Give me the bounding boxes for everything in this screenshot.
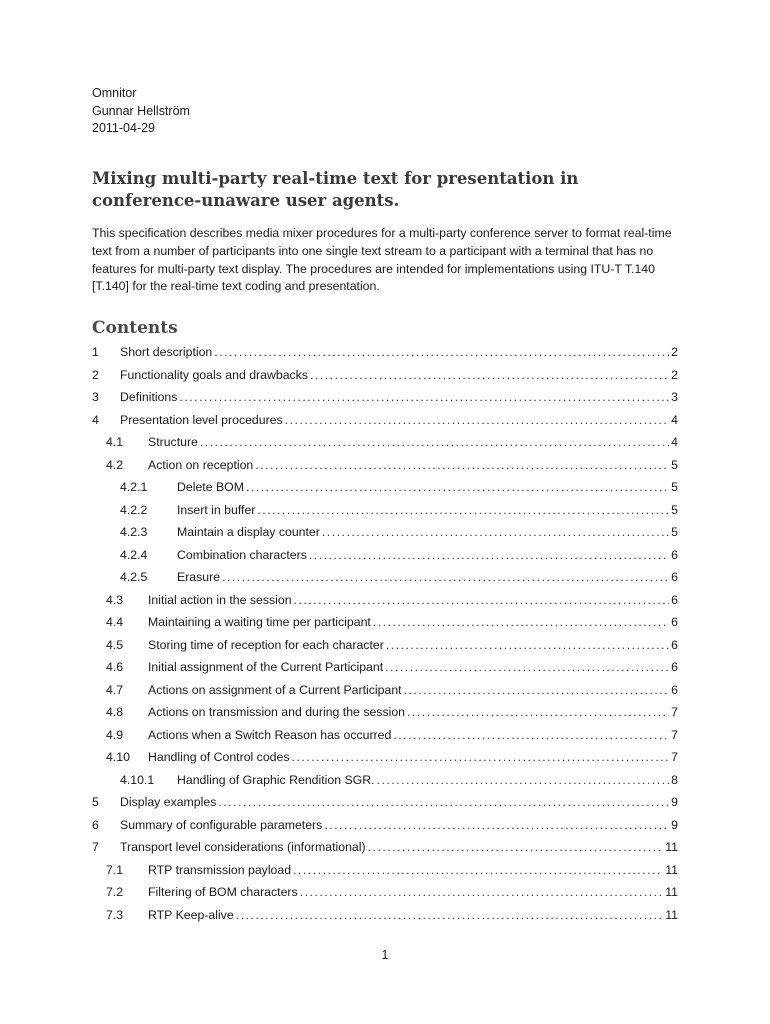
toc-entry-number: 4.6 [106,660,124,674]
toc-entry-page: 6 [671,570,678,584]
toc-dot-leader [222,566,669,588]
toc-entry-page: 11 [665,862,678,877]
toc-entry-title: Erasure [177,570,221,584]
toc-entry-title: Handling of Control codes [148,750,290,764]
toc-dot-leader [236,904,664,926]
toc-entry[interactable] [0,341,770,363]
toc-entry[interactable] [0,769,770,791]
toc-entry[interactable] [0,814,770,836]
toc-entry[interactable] [0,634,770,656]
toc-entry[interactable] [0,836,770,858]
toc-entry[interactable] [0,589,770,611]
toc-entry-title: Transport level considerations (informational) [120,840,366,854]
toc-dot-leader [310,364,669,386]
toc-entry-page: 11 [665,907,678,922]
toc-entry-link[interactable] [120,341,678,363]
toc-dot-leader [257,499,669,521]
toc-entry-page: 5 [671,480,678,494]
toc-dot-leader [385,656,669,678]
toc-dot-leader [179,386,669,408]
toc-entry-title: Filtering of BOM characters [148,885,298,899]
toc-entry-page: 4 [671,412,678,427]
toc-entry[interactable] [0,499,770,521]
toc-entry-link[interactable] [148,611,678,633]
toc-dot-leader [393,724,669,746]
toc-entry-number: 4.2.1 [120,480,148,494]
toc-entry-title: Definitions [120,390,178,404]
toc-dot-leader [285,409,669,431]
date: 2011-04-29 [92,121,156,135]
toc-entry-title: RTP Keep-alive [148,907,234,922]
toc-entry-link[interactable] [148,634,678,656]
toc-entry-link[interactable] [148,431,678,453]
toc-entry-number: 7.1 [106,862,124,877]
toc-entry-number: 6 [92,817,99,832]
toc-entry-link[interactable] [148,701,678,723]
toc-dot-leader [309,544,669,566]
page-number: 1 [381,948,389,962]
toc-entry-link[interactable] [177,476,678,498]
toc-entry[interactable] [0,904,770,926]
toc-entry-number: 4.2.5 [120,570,148,584]
toc-entry-title: Delete BOM [177,480,244,494]
toc-entry-number: 5 [92,795,99,809]
toc-entry-link[interactable] [148,589,678,611]
toc-entry-title: Initial assignment of the Current Participant [148,660,384,674]
toc-dot-leader [300,881,664,903]
toc-entry-link[interactable] [148,454,678,476]
toc-entry-page: 7 [671,750,678,764]
toc-entry-page: 6 [671,682,678,697]
toc-entry-number: 4.8 [106,705,124,719]
toc-entry-page: 5 [671,525,678,539]
toc-entry-link[interactable] [120,364,678,386]
organization: Omnitor [92,86,137,100]
toc-dot-leader [200,431,669,453]
toc-entry[interactable] [0,656,770,678]
toc-entry[interactable] [0,679,770,701]
toc-entry-link[interactable] [177,769,678,791]
toc-entry-link[interactable] [148,679,678,701]
toc-entry-title: Handling of Graphic Rendition SGR. [177,772,375,787]
toc-entry-page: 9 [671,795,678,809]
toc-entry-page: 4 [671,435,678,449]
toc-entry-number: 2 [92,367,99,382]
toc-entry[interactable] [0,544,770,566]
toc-entry-page: 7 [671,727,678,742]
toc-entry-number: 4.1 [106,435,124,449]
toc-dot-leader [293,859,663,881]
toc-entry-number: 4.2.2 [120,502,148,517]
toc-entry-page: 5 [671,457,678,472]
toc-entry[interactable] [0,791,770,813]
toc-entry-page: 6 [671,547,678,562]
toc-entry-page: 6 [671,660,678,674]
toc-entry-link[interactable] [177,544,678,566]
toc-entry-title: Action on reception [148,457,254,472]
toc-entry-page: 11 [665,885,678,899]
toc-dot-leader [246,476,669,498]
toc-entry-link[interactable] [120,791,678,813]
toc-entry-number: 4.3 [106,592,124,607]
toc-entry-link[interactable] [177,521,678,543]
abstract-paragraph: This specification describes media mixer procedures for a multi-party conference server to format real-time text from a number of participants into one single text stream to a participant with a terminal that has no features for multi-party text display. The procedures are intended for implementations using ITU-T T.140 [T.140] for the real-time text coding and presentation. [92,226,672,294]
toc-entry[interactable] [0,724,770,746]
toc-dot-leader [255,454,669,476]
toc-entry-link[interactable] [177,566,678,588]
toc-entry-link[interactable] [148,859,678,881]
toc-entry-title: Display examples [120,795,217,809]
toc-entry-page: 7 [671,705,678,719]
toc-entry-page: 5 [671,502,678,517]
toc-entry-title: Short description [120,345,213,359]
toc-entry-page: 11 [665,840,678,854]
toc-entry[interactable] [0,701,770,723]
toc-dot-leader [218,791,669,813]
toc-entry-title: RTP transmission payload [148,862,292,877]
toc-entry-number: 4.4 [106,615,124,629]
toc-dot-leader [368,836,664,858]
toc-entry-number: 4.5 [106,637,124,652]
title-line-2: conference-unaware user agents. [92,191,400,210]
toc-dot-leader [386,634,669,656]
toc-entry-title: Storing time of reception for each character [148,637,384,652]
toc-entry-title: Maintaining a waiting time per participant [148,615,371,629]
toc-entry-number: 4.9 [106,727,124,742]
toc-entry[interactable] [0,454,770,476]
toc-entry[interactable] [0,364,770,386]
toc-entry-link[interactable] [120,836,678,858]
toc-entry-link[interactable] [120,814,678,836]
toc-entry-link[interactable] [148,881,678,903]
toc-entry-number: 4.10 [106,750,130,764]
toc-entry-link[interactable] [148,656,678,678]
toc-entry-title: Structure [148,435,198,449]
toc-entry[interactable] [0,566,770,588]
toc-entry-page: 2 [671,367,678,382]
toc-entry-title: Actions when a Switch Reason has occurred [148,727,392,742]
toc-entry-link[interactable] [177,499,678,521]
toc-entry-number: 4 [92,412,99,427]
toc-dot-leader [377,769,670,791]
toc-entry-page: 2 [671,345,678,359]
toc-entry-number: 4.10.1 [120,772,155,787]
toc-dot-leader [407,701,669,723]
toc-entry-title: Initial action in the session [148,592,292,607]
toc-entry-title: Combination characters [177,547,307,562]
toc-entry-number: 7.2 [106,885,124,899]
toc-entry-link[interactable] [120,386,678,408]
toc-dot-leader [322,521,669,543]
toc-entry[interactable] [0,386,770,408]
toc-entry[interactable] [0,476,770,498]
toc-dot-leader [214,341,669,363]
toc-entry[interactable] [0,409,770,431]
toc-dot-leader [404,679,670,701]
document-header [92,85,190,138]
toc-entry[interactable] [0,521,770,543]
toc-entry-number: 4.2.3 [120,525,148,539]
toc-dot-leader [324,814,669,836]
toc-entry-page: 6 [671,637,678,652]
toc-entry-page: 6 [671,592,678,607]
toc-entry[interactable] [0,611,770,633]
contents-heading: Contents [92,318,178,338]
toc-entry-page: 3 [671,390,678,404]
toc-entry[interactable] [0,881,770,903]
toc-entry-number: 3 [92,390,99,404]
toc-entry[interactable] [0,859,770,881]
toc-dot-leader [292,746,670,768]
toc-entry-title: Presentation level procedures [120,412,283,427]
document-title [92,168,612,212]
toc-entry-page: 9 [671,817,678,832]
toc-entry-title: Summary of configurable parameters [120,817,323,832]
toc-entry-title: Actions on transmission and during the session [148,705,406,719]
toc-entry-title: Functionality goals and drawbacks [120,367,308,382]
toc-entry-title: Maintain a display counter [177,525,320,539]
toc-entry-title: Insert in buffer [177,502,256,517]
toc-entry-number: 4.7 [106,682,124,697]
toc-entry-title: Actions on assignment of a Current Participant [148,682,402,697]
toc-entry[interactable] [0,431,770,453]
toc-dot-leader [373,611,669,633]
title-line-1: Mixing multi-party real-time text for presentation in [92,169,579,188]
toc-entry-number: 4.2.4 [120,547,148,562]
toc-entry-link[interactable] [148,746,678,768]
toc-entry-page: 8 [671,772,678,787]
author: Gunnar Hellström [92,103,190,118]
toc-entry-number: 4.2 [106,457,124,472]
toc-entry-number: 7 [92,840,99,854]
toc-dot-leader [294,589,670,611]
toc-entry-link[interactable] [120,409,678,431]
toc-entry-link[interactable] [148,724,678,746]
toc-entry[interactable] [0,746,770,768]
toc-entry-number: 1 [92,345,99,359]
toc-entry-page: 6 [671,615,678,629]
toc-entry-number: 7.3 [106,907,124,922]
toc-entry-link[interactable] [148,904,678,926]
